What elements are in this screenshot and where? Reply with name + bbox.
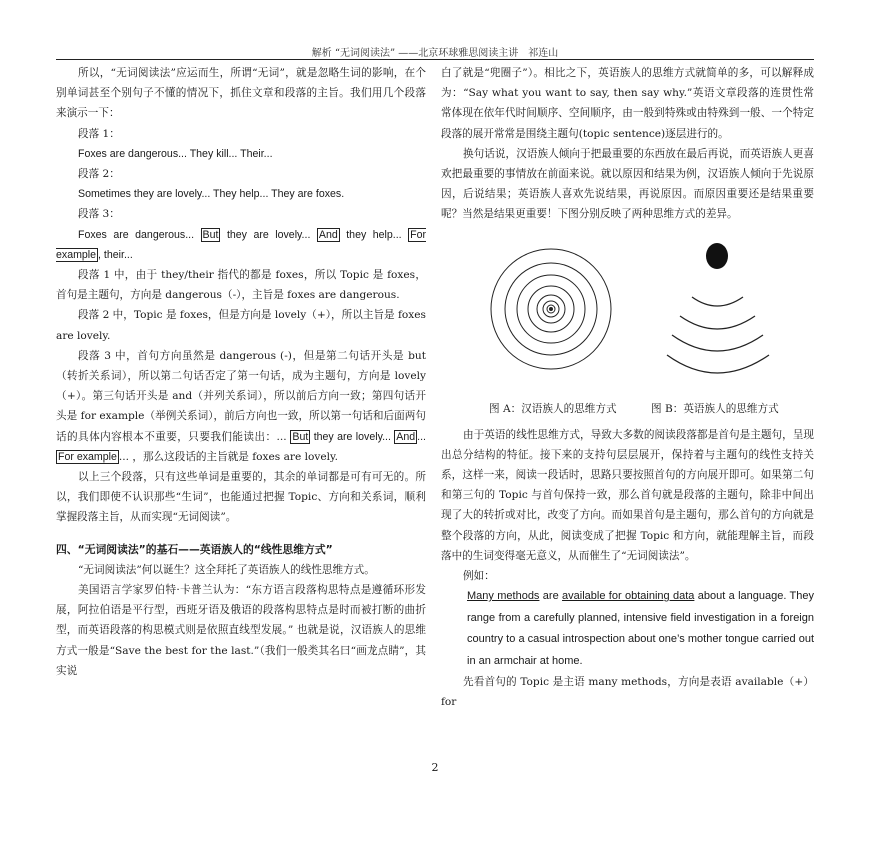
example-analysis: 先看首句的 Topic 是主语 many methods，方向是表语 available（+） for [441, 676, 814, 709]
para1-label: 段落 1： [78, 127, 120, 140]
para3-example: Foxes are dangerous... But they are lovely... And they help... For example , their... [56, 228, 426, 261]
right-column [441, 63, 814, 713]
para2-label: 段落 2： [78, 168, 120, 181]
summary-paragraph: 以上三个段落，只有这些单词是重要的，其余的单词都是可有可无的。所以，我们即使不认识那些“生词”，也能通过把握 Topic、方向和关系词，顺利掌握段落主旨，从而实现“无词阅读”。 [56, 471, 426, 524]
section-paragraph-2: 美国语言学家罗伯特·卡普兰认为：“东方语言段落构思特点是遵循环形发展，阿拉伯语是平行型，西班牙语及俄语的段落构思特点是时而被打断的曲折型，而英语段落的构思模式则是依照直线型发展。” 也就是说，汉语族人的思维方式一般是“Save the best for the last.”（我们一般类其名曰“画龙点睛”，其实说 [56, 584, 426, 677]
underlined-direction: available for obtaining data [562, 590, 695, 603]
header-rule [56, 59, 814, 60]
linear-figure-b [667, 243, 769, 373]
spiral-figure-a [491, 249, 611, 369]
for-example-keyword-box: For example [58, 450, 117, 463]
analysis-para1: 段落 1 中，由于 they/their 指代的都是 foxes，所以 Topic 是 foxes，首句是主题句，方向是 dangerous（-），主旨是 foxes are dangerous. [56, 269, 426, 302]
for-example-keyword-box: For example [56, 228, 426, 261]
analysis-para3: 段落 3 中，首句方向虽然是 dangerous (-)，但是第二句话开头是 but（转折关系词），所以第二句话否定了第一句话，成为主题句，方向是 lovely（+）。第三句话开头是 and（并列关系词），所以前后方向一致；第四句话开头是 for example（举例关系词），前后方向也一致，所以第一句话和后面两句话的具体内容根本不重要，只要我们能读出：... But they are lovely... And ... For example ... ，那么这段话的主旨就是 foxes are lovely. [56, 349, 426, 463]
linear-thinking-paragraph: 由于英语的线性思维方式，导致大多数的阅读段落都是首句是主题句，呈现出总分结构的特征。接下来的支持句层层展开，保持着与主题句的线性支持关系，这样一来，阅读一段话时，思路只要按照首句的方向展开即可。如果第二句和第三句的 Topic 与首句保持一致，那么首句就是段落的主题句，除非中间出现了大的转折或对比，改变了方向。而如果首句是主题句，那么首句的方向就是整个段落的方向，从此，阅读变成了把握 Topic 和方向，就能理解主旨，而段落中的生词变得毫无意义，从而催生了“无词阅读法”。 [441, 428, 814, 562]
para1-example: Foxes are dangerous... They kill... Their... [78, 147, 273, 160]
para3-label: 段落 3： [78, 208, 120, 221]
but-keyword-box: But [202, 228, 219, 241]
figure-b-caption: 图 B：英语族人的思维方式 [651, 402, 779, 415]
underlined-topic: Many methods [467, 590, 540, 603]
and-keyword-box: And [396, 430, 416, 443]
and-keyword-box: And [318, 228, 338, 241]
example-label: 例如： [463, 570, 495, 583]
left-column [56, 63, 426, 681]
page-number: 2 [431, 761, 439, 774]
example-passage: Many methods are available for obtaining data about a language. They range from a carefully planned, intensive field investigation in a foreign country to a casual introspection about one’s mother tongue carried out in an armchair at home. [467, 590, 814, 667]
intro-paragraph: 所以，“无词阅读法”应运而生，所谓“无词”，就是忽略生词的影响，在个别单词甚至个别句子不懂的情况下，抓住文章和段落的主旨。我们用几个段落来演示一下： [56, 67, 426, 120]
comparison-paragraph: 换句话说，汉语族人倾向于把最重要的东西放在最后再说，而英语族人更喜欢把最重要的事情放在前面来说。就以原因和结果为例，汉语族人倾向于先说原因，后说结果；英语族人喜欢先说结果，再说原因。而原因重要还是结果重要呢？当然是结果更重要！下图分别反映了两种思维方式的差异。 [441, 147, 814, 221]
continued-paragraph: 白了就是“兜圈子”）。相比之下，英语族人的思维方式就简单的多，可以解释成为：“Say what you want to say, then say why.”英语文章段落的连贯性常常体现在依年代时间顺序、空间顺序，由一般到特殊或由特殊到一般、一个特定段落的展开常常是围绕主题句(topic sentence)逐层进行的。 [441, 67, 814, 140]
section-heading: 四、“无词阅读法”的基石——英语族人的“线性思维方式” [56, 542, 333, 556]
page-header: 解析 “无词阅读法” ——北京环球雅思阅读主讲 祁连山 [311, 48, 559, 59]
section-paragraph-1: “无词阅读法”何以诞生？这全拜托了英语族人的线性思维方式。 [78, 563, 375, 576]
figures-svg [441, 229, 814, 399]
figure-a-caption: 图 A：汉语族人的思维方式 [489, 402, 617, 415]
but-keyword-box: But [292, 430, 309, 443]
para2-example: Sometimes they are lovely... They help... They are foxes. [78, 188, 345, 201]
thinking-figures [441, 229, 814, 425]
analysis-para2: 段落 2 中，Topic 是 foxes，但是方向是 lovely（+），所以主旨是 foxes are lovely. [56, 309, 426, 342]
